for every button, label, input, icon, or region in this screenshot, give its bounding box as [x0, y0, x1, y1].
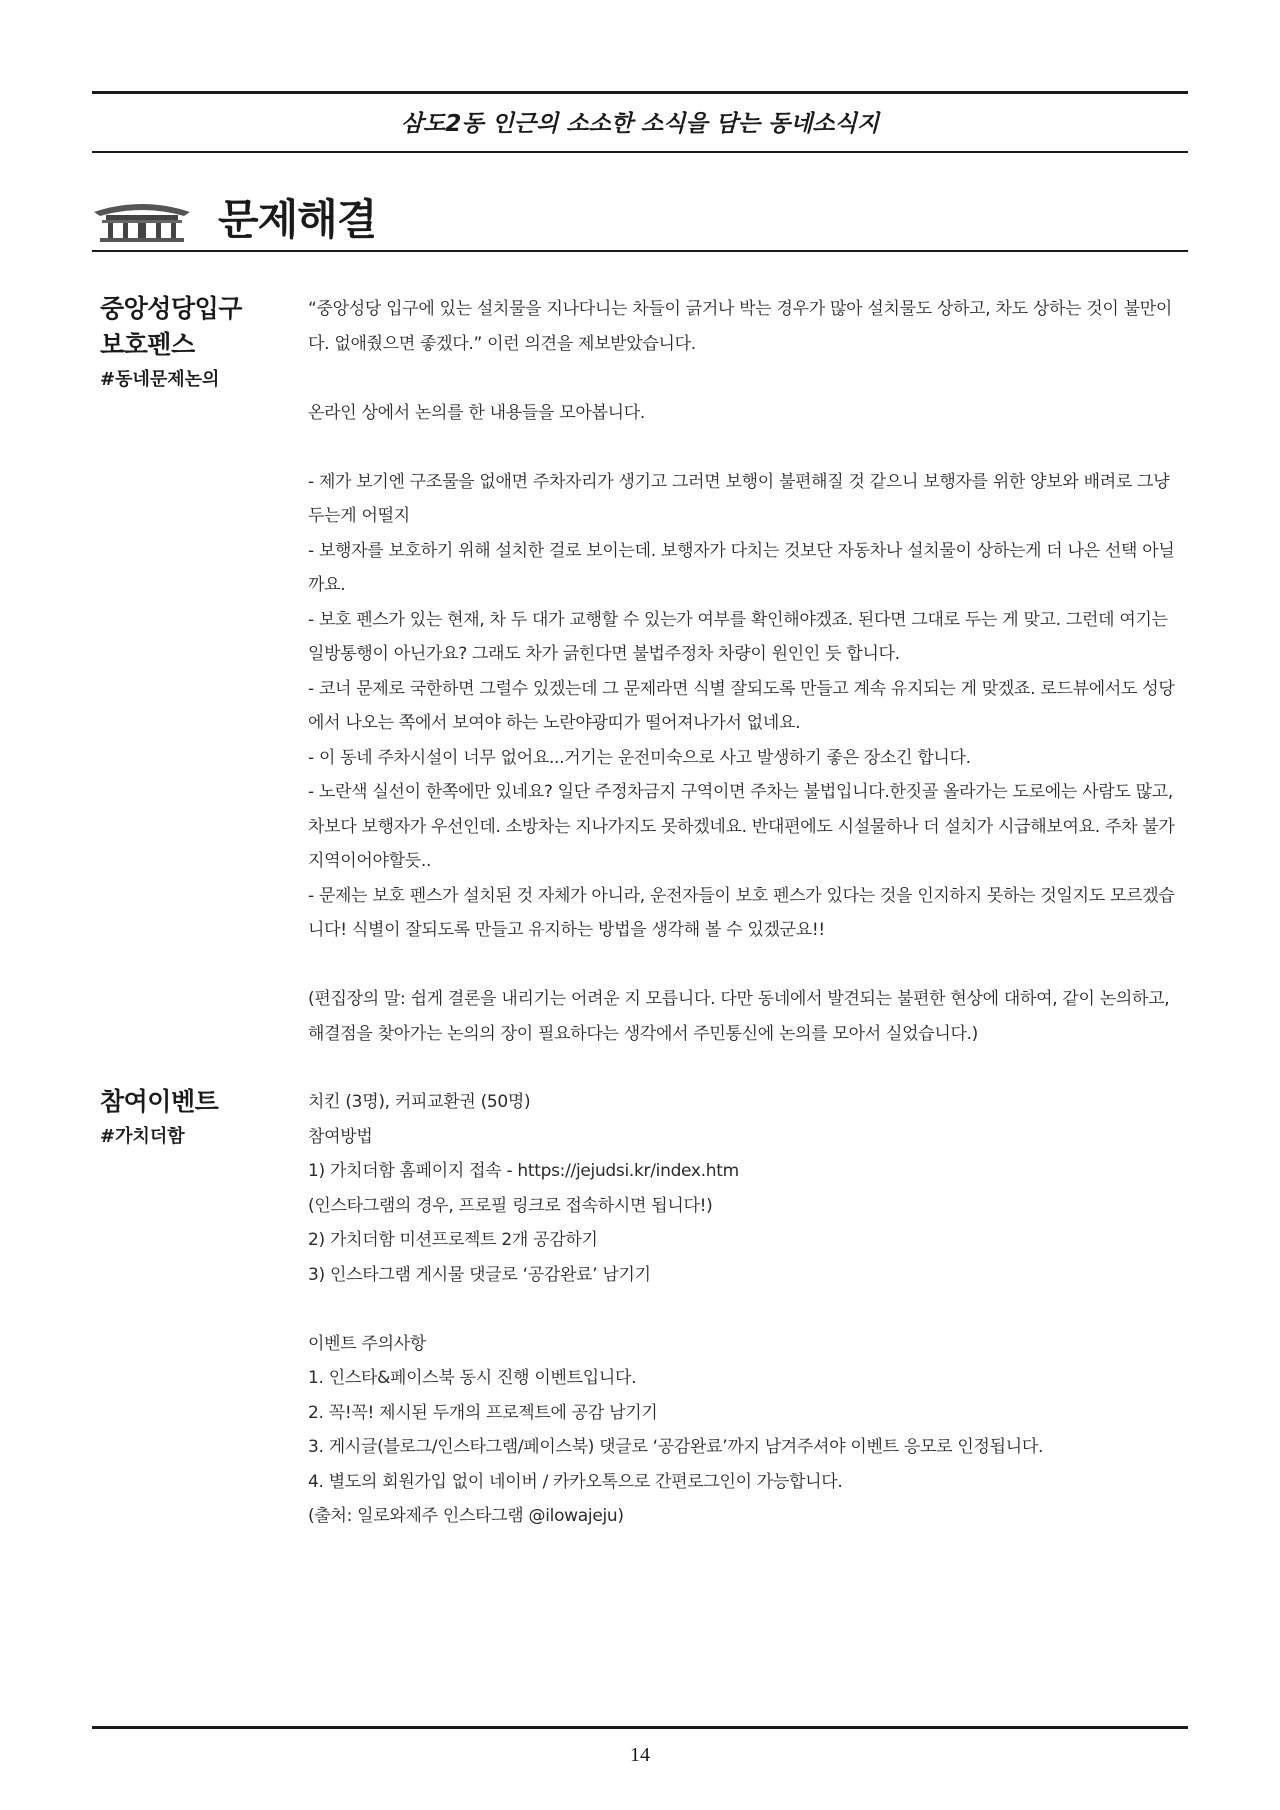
newsletter-title: 삼도2동 인근의 소소한 소식을 담는 동네소식지 — [400, 111, 880, 137]
section-rule — [92, 250, 1188, 252]
article-paragraph: - 제가 보기엔 구조물을 없애면 주차자리가 생기고 그러면 보행이 불편해질 것 같으니 보행자를 위한 양보와 배려로 그냥 두는게 어떨지 — [308, 471, 1170, 526]
event-line: 3) 인스타그램 게시물 댓글로 ‘공감완료’ 남기기 — [308, 1264, 651, 1285]
event-line: 2) 가치더함 미션프로젝트 2개 공감하기 — [308, 1230, 598, 1250]
footer-rule — [92, 1726, 1188, 1729]
section-header — [92, 188, 1188, 252]
event-line: (인스타그램의 경우, 프로필 링크로 접속하시면 됩니다!) — [308, 1195, 713, 1216]
article-paragraph: 온라인 상에서 논의를 한 내용들을 모아봅니다. — [308, 402, 645, 423]
article-title-line1: 중앙성당입구 — [100, 294, 242, 323]
article-paragraph: - 문제는 보호 펜스가 설치된 것 자체가 아니라, 운전자들이 보호 펜스가 있다는 것을 인지하지 못하는 것일지도 모르겠습니다! 식별이 잘되도록 만들고 유지하는 방법을 생각해 볼 수 있겠군요!! — [308, 885, 1175, 940]
article-paragraph: - 노란색 실선이 한쪽에만 있네요? 일단 주정차금지 구역이면 주차는 불법입니다.한짓골 올라가는 도로에는 사람도 많고,차보다 보행자가 우선인데. 소방차는 지나가지도 못하겠네요. 반대편에도 시설물하나 더 설치가 시급해보여요. 주차 불가지역이어야할듯.. — [308, 782, 1175, 871]
article-body-event — [308, 1085, 1188, 1534]
event-line: 4. 별도의 회원가입 없이 네이버 / 카카오톡으로 간편로그인이 가능합니다. — [308, 1471, 843, 1492]
article-label-fence — [100, 291, 280, 397]
article-title-line2: 보호펜스 — [100, 330, 195, 359]
event-line: (출처: 일로와제주 인스타그램 @ilowajeju) — [308, 1506, 624, 1526]
event-line: 치킨 (3명), 커피교환권 (50명) — [308, 1092, 531, 1112]
event-line: 3. 게시글(블로그/인스타그램/페이스북) 댓글로 ‘공감완료’까지 남겨주셔야 이벤트 응모로 인정됩니다. — [308, 1437, 1044, 1457]
event-line: 1) 가치더함 홈페이지 접속 - https://jejudsi.kr/index.htm — [308, 1161, 739, 1181]
article-paragraph: - 이 동네 주차시설이 너무 없어요...거기는 운전미숙으로 사고 발생하기 좋은 장소긴 합니다. — [308, 747, 971, 768]
event-line: 이벤트 주의사항 — [308, 1333, 426, 1354]
section-title: 문제해결 — [218, 195, 377, 244]
event-line: 참여방법 — [308, 1126, 373, 1147]
article-tag: #동네문제논의 — [100, 369, 220, 390]
article-paragraph: - 보행자를 보호하기 위해 설치한 걸로 보이는데. 보행자가 다치는 것보단 자동차나 설치물이 상하는게 더 나은 선택 아닐까요. — [308, 540, 1175, 595]
traditional-gate-icon — [92, 198, 192, 244]
event-line: 1. 인스타&페이스북 동시 진행 이벤트입니다. — [308, 1368, 637, 1388]
header-rule-top — [92, 91, 1188, 94]
header-rule-bottom — [92, 151, 1188, 153]
article-tag: #가치더함 — [100, 1126, 185, 1147]
editor-note: (편집장의 말: 쉽게 결론을 내리기는 어려운 지 모릅니다. 다만 동네에서 발견되는 불편한 현상에 대하여, 같이 논의하고, 해결점을 찾아가는 논의의 장이 필요하다는 생각에서 주민통신에 논의를 모아서 실었습니다.) — [308, 989, 1170, 1044]
article-paragraph: “중앙성당 입구에 있는 설치물을 지나다니는 차들이 긁거나 박는 경우가 많아 설치물도 상하고, 차도 상하는 것이 불만이다. 없애줬으면 좋겠다.” 이런 의견을 제보받았습니다. — [308, 299, 1173, 354]
article-paragraph: - 코너 문제로 국한하면 그럴수 있겠는데 그 문제라면 식별 잘되도록 만들고 계속 유지되는 게 맞겠죠. 로드뷰에서도 성당에서 나오는 쪽에서 보여야 하는 노란야광띠가 떨어져나가서 없네요. — [308, 678, 1175, 733]
article-label-event — [100, 1084, 280, 1154]
page-number: 14 — [630, 1744, 650, 1766]
article-title-line1: 참여이벤트 — [100, 1087, 219, 1116]
event-line: 2. 꼭!꼭! 제시된 두개의 프로젝트에 공감 남기기 — [308, 1402, 658, 1423]
article-paragraph: - 보호 펜스가 있는 현재, 차 두 대가 교행할 수 있는가 여부를 확인해야겠죠. 된다면 그대로 두는 게 맞고. 그런데 여기는 일방통행이 아닌가요? 그래도 차가 긁힌다면 불법주정차 차량이 원인인 듯 합니다. — [308, 609, 1168, 664]
article-body-fence — [308, 292, 1188, 1051]
